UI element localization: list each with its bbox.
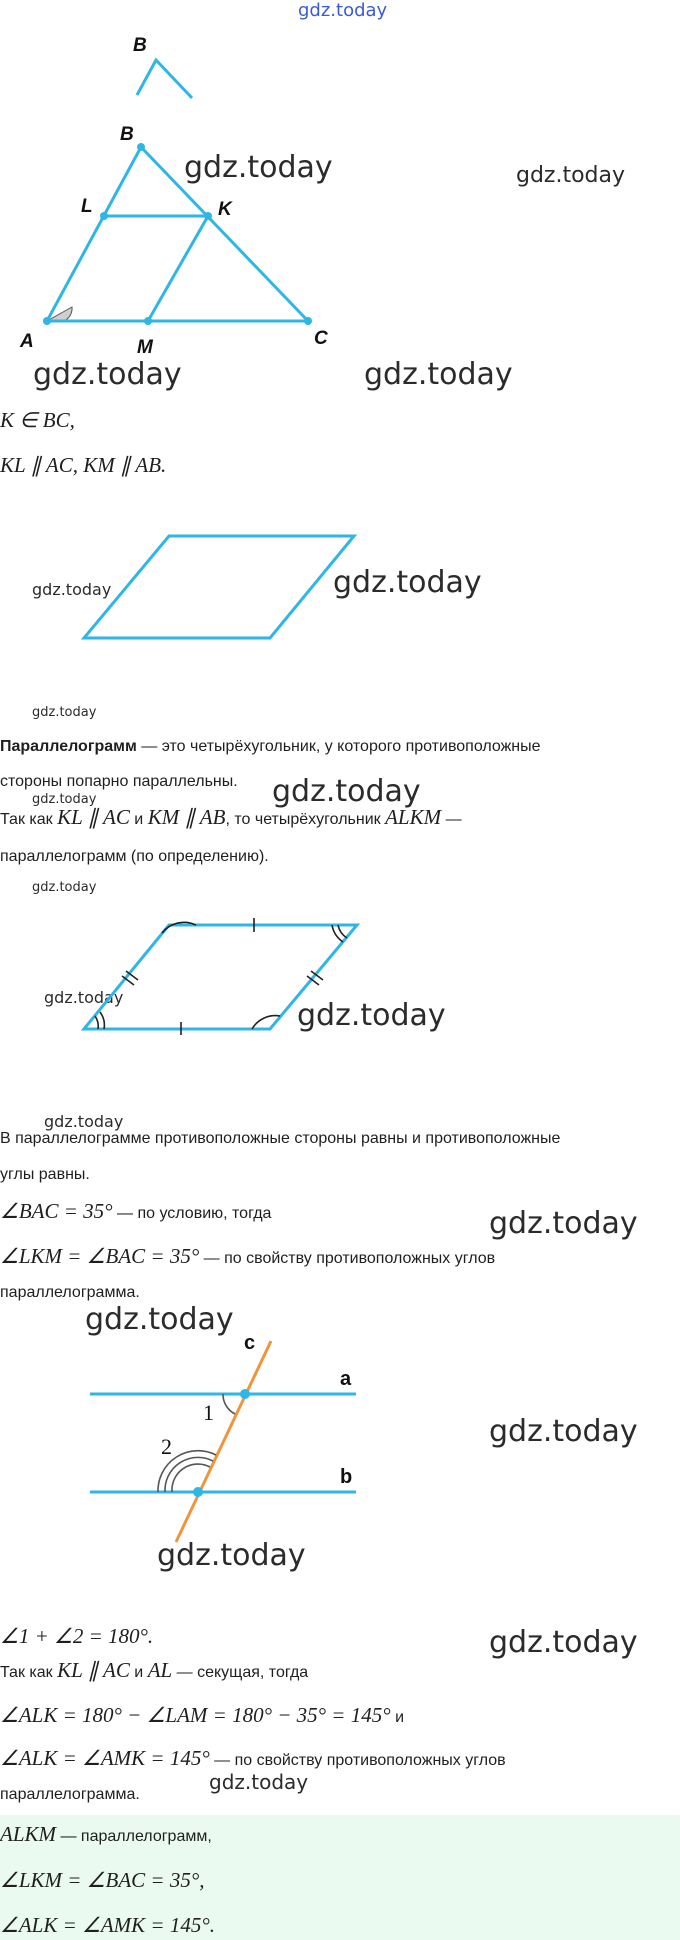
definition-term: Параллелограмм — [0, 738, 137, 755]
watermark: gdz.today — [44, 988, 124, 1007]
definition-text: — это четырёхугольник, у которого противоположные — [136, 738, 541, 755]
text: — — [441, 811, 462, 828]
since-line — [0, 805, 462, 830]
answer-line-1 — [0, 1822, 212, 1847]
text: и — [390, 1709, 405, 1726]
watermark-top: gdz.today — [298, 0, 388, 21]
label-b: b — [340, 1466, 353, 1488]
parallel-lines-figure — [0, 1325, 380, 1545]
watermark: gdz.today — [33, 357, 182, 392]
text: — по свойству противоположных углов — [209, 1752, 506, 1769]
watermark: gdz.today — [297, 998, 446, 1033]
answer-line-3: ∠ALK = ∠AMK = 145°. — [0, 1913, 215, 1937]
angle-sum: ∠1 + ∠2 = 180°. — [0, 1624, 154, 1648]
partial-angle-figure — [120, 30, 210, 100]
parallelogram-marked-figure — [0, 915, 370, 1035]
watermark: gdz.today — [157, 1538, 306, 1573]
text: Так как — [0, 811, 58, 828]
watermark: gdz.today — [489, 1414, 638, 1449]
alk-line-3: параллелограмма. — [0, 1786, 140, 1803]
definition-line-1 — [0, 738, 541, 756]
watermark: gdz.today — [184, 150, 333, 185]
watermark: gdz.today — [85, 1302, 234, 1337]
watermark: gdz.today — [516, 163, 626, 188]
bac-line — [0, 1199, 271, 1224]
since-line-2: параллелограмм (по определению). — [0, 848, 269, 865]
math: KM ∥ AB — [147, 805, 226, 829]
math: ∠ALK = 180° − ∠LAM = 180° − 35° = 145° — [0, 1703, 391, 1727]
label-a: A — [20, 331, 34, 352]
label-c: c — [244, 1332, 256, 1354]
label-angle-1: 1 — [203, 1400, 214, 1425]
math: AL — [147, 1658, 173, 1682]
text: и — [129, 811, 148, 828]
text: Так как — [0, 1664, 58, 1681]
definition-line-2: стороны попарно параллельны. — [0, 773, 238, 790]
watermark: gdz.today — [209, 1770, 309, 1794]
text-k-in-bc: K ∈ BC, — [0, 408, 75, 432]
math: ALKM — [0, 1822, 57, 1846]
watermark: gdz.today — [333, 565, 482, 600]
text: — секущая, тогда — [172, 1664, 309, 1681]
label-c: C — [314, 328, 328, 349]
alk-line-2 — [0, 1746, 506, 1771]
watermark: gdz.today — [32, 580, 112, 599]
property-line-1: В параллелограмме противоположные стороны равны и противоположные — [0, 1130, 561, 1147]
triangle-figure — [0, 115, 340, 360]
label-l: L — [81, 196, 93, 217]
watermark: gdz.today — [44, 1112, 124, 1131]
label-k: K — [218, 199, 232, 220]
label-b: B — [120, 124, 134, 145]
math: KL ∥ AC — [57, 805, 130, 829]
text: — по условию, тогда — [112, 1205, 272, 1222]
text: — по свойству противоположных углов — [199, 1250, 496, 1267]
math: ∠ALK = ∠AMK = 145° — [0, 1746, 210, 1770]
watermark: gdz.today — [32, 880, 97, 895]
watermark: gdz.today — [32, 705, 97, 720]
watermark: gdz.today — [489, 1625, 638, 1660]
watermark: gdz.today — [272, 774, 421, 809]
parallelogram-figure — [0, 530, 360, 645]
lkm-line — [0, 1244, 495, 1269]
answer-line-2: ∠LKM = ∠BAC = 35°, — [0, 1868, 205, 1892]
property-line-2: углы равны. — [0, 1166, 90, 1183]
alk-line — [0, 1703, 404, 1728]
watermark: gdz.today — [489, 1206, 638, 1241]
text: — параллелограмм, — [56, 1828, 212, 1845]
text: , то четырёхугольник — [225, 811, 386, 828]
math: KL ∥ AC — [57, 1658, 130, 1682]
lkm-line-2: параллелограмма. — [0, 1284, 140, 1301]
label-b: B — [133, 35, 147, 56]
text: и — [129, 1664, 148, 1681]
label-m: M — [137, 337, 153, 358]
math: ∠LKM = ∠BAC = 35° — [0, 1244, 200, 1268]
text-parallel-sides: KL ∥ AC, KM ∥ AB. — [0, 453, 167, 477]
label-a: a — [340, 1368, 352, 1390]
label-angle-2: 2 — [161, 1434, 172, 1459]
math: ALKM — [385, 805, 442, 829]
watermark: gdz.today — [364, 357, 513, 392]
watermark: gdz.today — [32, 792, 97, 807]
secant-line — [0, 1658, 308, 1683]
math: ∠BAC = 35° — [0, 1199, 113, 1223]
